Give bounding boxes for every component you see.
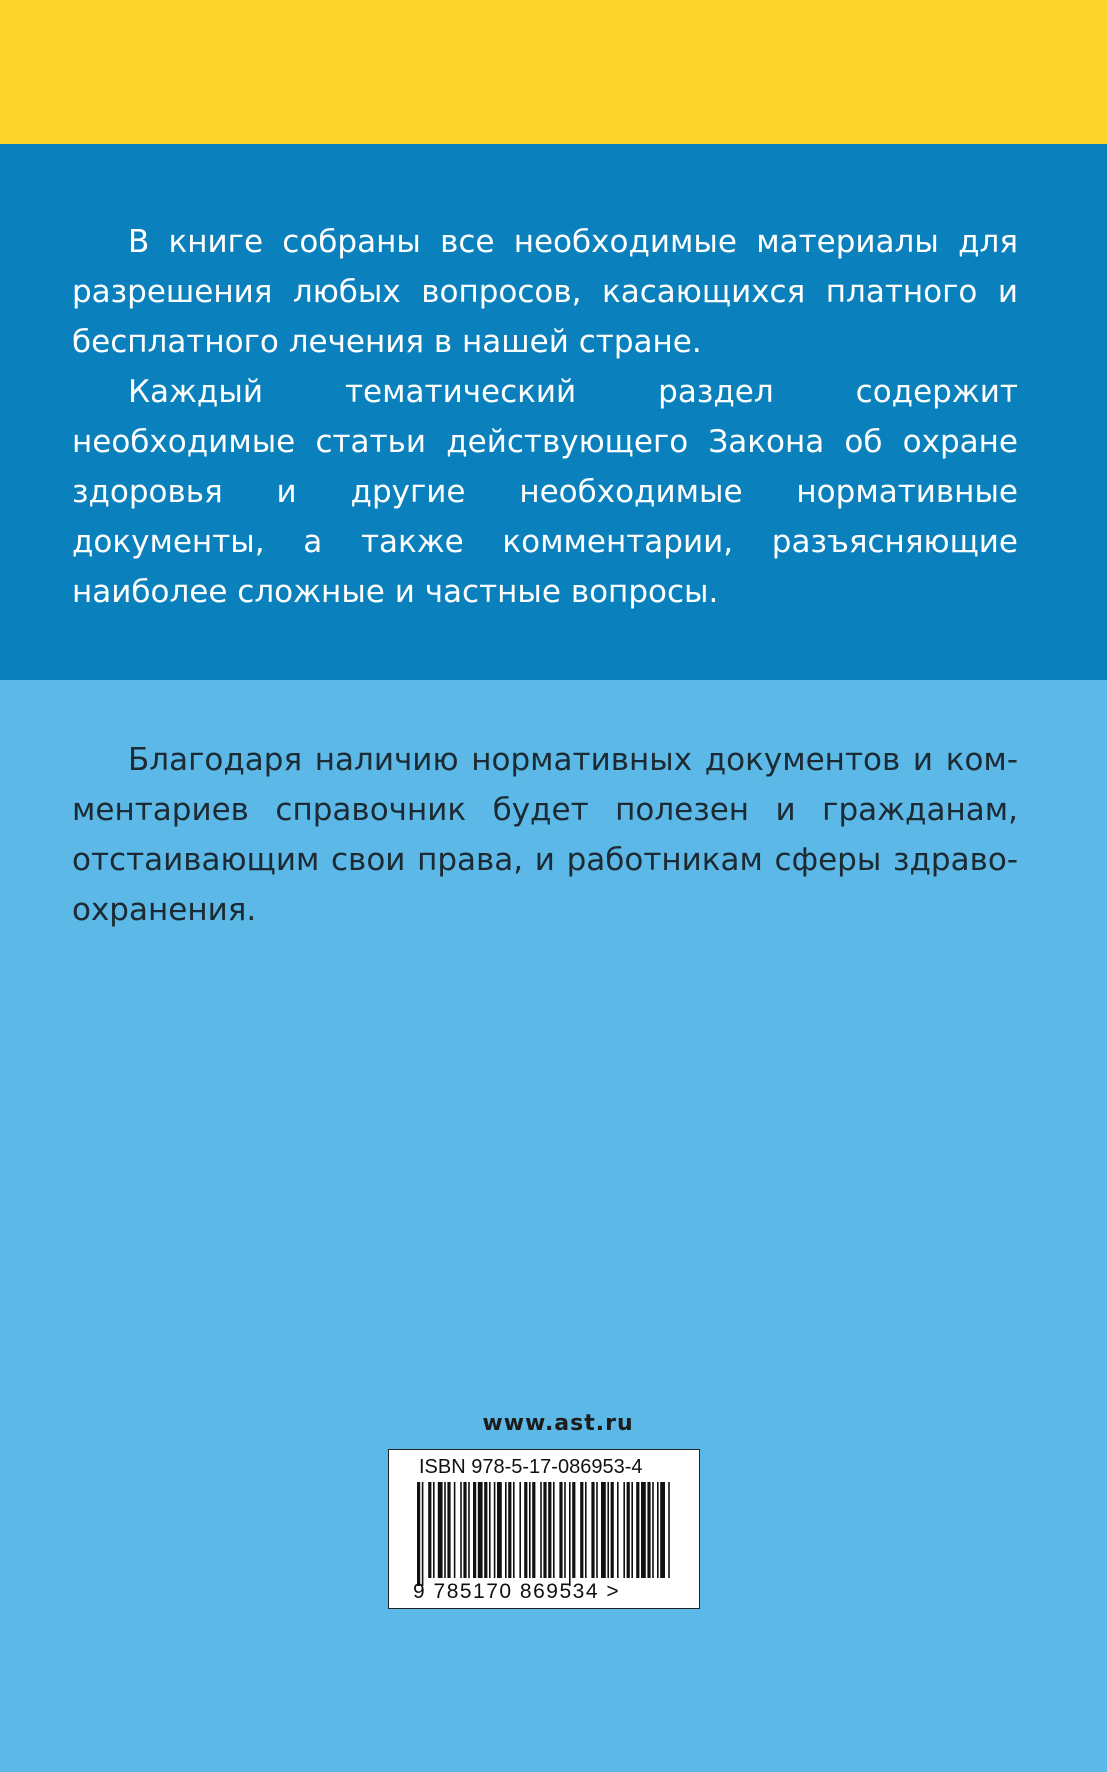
barcode-bar bbox=[585, 1482, 587, 1578]
barcode-bar bbox=[540, 1482, 542, 1578]
barcode-bar bbox=[532, 1482, 535, 1578]
barcode-bar bbox=[473, 1482, 476, 1578]
barcode-bar bbox=[433, 1482, 435, 1578]
barcode-bar bbox=[519, 1482, 521, 1578]
barcode-bar bbox=[505, 1482, 507, 1578]
barcode-bar bbox=[553, 1482, 555, 1578]
description-bottom bbox=[72, 735, 1018, 935]
description-paragraph-3: Благодаря наличию нормативных документов и комментариев справочник будет полезен и гражданам, отстаивающим свои права, и работникам сферы здравоохранения. bbox=[72, 742, 1018, 928]
barcode-bar bbox=[417, 1482, 420, 1586]
isbn-label: ISBN 978-5-17-086953-4 bbox=[419, 1456, 643, 1478]
barcode-bar bbox=[580, 1482, 583, 1578]
barcode-bar bbox=[627, 1482, 630, 1578]
description-paragraph-2: Каждый тематический раздел содержит необходимые статьи действующего Закона об охране здоровья и другие необходимые нормативные документы, а также комментарии, разъясняющие наиболее сложные и частные вопросы. bbox=[72, 374, 1018, 610]
barcode-bar bbox=[611, 1482, 614, 1578]
barcode-bar bbox=[543, 1482, 546, 1578]
top-color-band bbox=[0, 0, 1107, 144]
description-top bbox=[72, 217, 1018, 617]
barcode-bar bbox=[484, 1482, 487, 1578]
barcode-bar bbox=[513, 1482, 515, 1578]
description-paragraph-1: В книге собраны все необходимые материалы для разрешения любых вопросов, касающихся платного и бесплатного лечения в нашей стране. bbox=[72, 224, 1018, 360]
barcode-panel bbox=[388, 1449, 700, 1609]
barcode-bar bbox=[631, 1482, 633, 1578]
barcode-bar bbox=[548, 1482, 551, 1578]
barcode-bar bbox=[657, 1482, 659, 1578]
barcode-bar bbox=[444, 1482, 446, 1578]
barcode-bar bbox=[617, 1482, 619, 1578]
barcode-bar bbox=[468, 1482, 470, 1578]
barcode-bar bbox=[447, 1482, 450, 1578]
barcode-bar bbox=[460, 1482, 462, 1578]
barcode-bar bbox=[607, 1482, 609, 1578]
barcode-bar bbox=[454, 1482, 456, 1578]
barcode-bar bbox=[489, 1482, 491, 1578]
barcode-bar bbox=[591, 1482, 594, 1578]
barcode-bar bbox=[623, 1482, 625, 1578]
barcode-bar bbox=[647, 1482, 650, 1578]
barcode-bar bbox=[529, 1482, 531, 1578]
barcode-bar bbox=[428, 1482, 431, 1578]
barcode-bar bbox=[601, 1482, 606, 1578]
barcode-bar bbox=[641, 1482, 646, 1578]
barcode-bar bbox=[636, 1482, 639, 1578]
barcode-bar bbox=[668, 1482, 670, 1578]
barcode-bar bbox=[494, 1482, 496, 1578]
barcode-digits: 9 785170 869534 > bbox=[413, 1580, 621, 1603]
barcode-bar bbox=[564, 1482, 566, 1578]
barcode-bar bbox=[438, 1482, 443, 1578]
barcode-icon bbox=[415, 1482, 675, 1586]
barcode-bar bbox=[652, 1482, 654, 1578]
barcode-bar bbox=[524, 1482, 527, 1578]
barcode-bar bbox=[559, 1482, 562, 1578]
barcode-bar bbox=[497, 1482, 502, 1578]
barcode-bar bbox=[463, 1482, 466, 1578]
barcode-bar bbox=[478, 1482, 483, 1578]
barcode-bar bbox=[508, 1482, 511, 1578]
barcode-bar bbox=[596, 1482, 598, 1578]
publisher-website: www.ast.ru bbox=[482, 1411, 634, 1436]
barcode-bar bbox=[572, 1482, 575, 1578]
barcode-bar bbox=[422, 1482, 424, 1586]
barcode-bar bbox=[660, 1482, 665, 1578]
barcode-bar bbox=[569, 1482, 571, 1586]
